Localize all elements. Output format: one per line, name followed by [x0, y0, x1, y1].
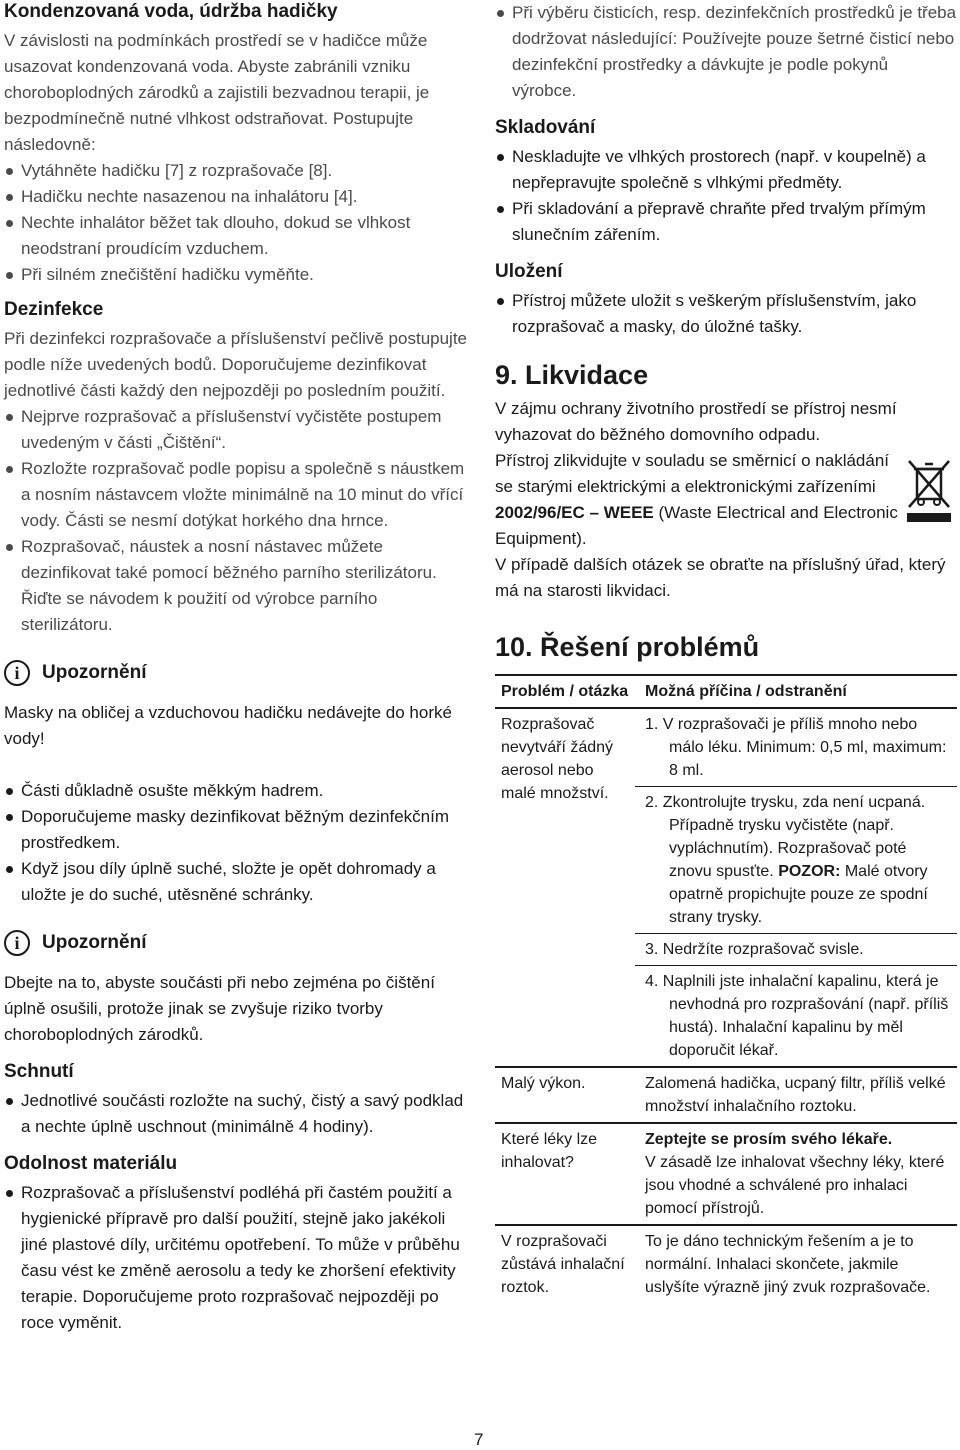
warning-title: Upozornění — [42, 932, 147, 953]
warning-text: Dbejte na to, abyste součásti při nebo zejména po čištění úplně osušili, protože jinak se zvyšuje riziko tvorby choroboplodných zárodků. — [4, 973, 435, 1044]
paragraph-disposal-3: V případě dalších otázek se obraťte na příslušný úřad, který má na starosti likvidaci. — [495, 555, 946, 600]
cause-1: 1. V rozprašovači je příliš mnoho nebo málo léku. Minimum: 0,5 ml, maximum: 8 ml. — [645, 716, 947, 779]
cause-cell — [635, 934, 957, 966]
list-condensate — [4, 158, 468, 288]
list-item: Rozprašovač, náustek a nosní nástavec můžete dezinfikovat také pomocí běžného parního sterilizátoru. Řiďte se návodem k použití od výrobce parního sterilizátoru. — [4, 534, 468, 638]
table-row — [495, 1067, 957, 1123]
warning-text: Masky na obličej a vzduchovou hadičku nedávejte do horké vody! — [4, 703, 452, 748]
paragraph-condensate: V závislosti na podmínkách prostředí se v hadičce může usazovat kondenzovaná voda. Abyste zabránili vzniku choroboplodných zárodků a zajistili bezvadnou terapii, je bezpodmínečně nutné vlhkost odstraňovat. Postupujte následovně: — [4, 31, 430, 154]
list-item: Nechte inhalátor běžet tak dlouho, dokud se vlhkost neodstraní proudícím vzduchem. — [4, 210, 468, 262]
list-cleaning-agents — [495, 0, 957, 104]
table-header-cause: Možná příčina / odstranění — [645, 683, 847, 700]
list-disinfection — [4, 404, 468, 638]
problem-cell: Které léky lze inhalovat? — [501, 1131, 598, 1171]
caution-label: POZOR: — [778, 863, 841, 880]
list-storage — [495, 144, 957, 248]
paragraph-disposal-1: V zájmu ochrany životního prostředí se přístroj nesmí vyhazovat do běžného domovního odpadu. — [495, 399, 897, 444]
heading-disinfection: Dezinfekce — [4, 299, 104, 320]
list-care — [4, 778, 468, 908]
cause-2 — [645, 791, 951, 929]
list-drying — [4, 1088, 468, 1140]
disposal-text-a: Přístroj zlikvidujte v souladu se směrnicí o nakládání se starými elektrickými a elektronickými zařízeními — [495, 451, 890, 496]
table-row — [495, 708, 957, 787]
cause-2-tail: Malé otvory opatrně propichujte pouze ze spodní strany trysky. — [669, 863, 928, 926]
list-item: Vytáhněte hadičku [7] z rozprašovače [8]. — [4, 158, 468, 184]
cause-cell: To je dáno technickým řešením a je to normální. Inhalaci skončete, jakmile uslyšíte výrazně jiný zvuk rozprašovače. — [645, 1233, 931, 1296]
heading-troubleshooting: 10. Řešení problémů — [495, 632, 760, 662]
problem-cell: Rozprašovač nevytváří žádný aerosol nebo malé množství. — [501, 716, 614, 802]
list-item: Když jsou díly úplně suché, složte je opět dohromady a uložte je do suché, utěsněné schránky. — [4, 856, 468, 908]
page-number: 7 — [474, 1430, 484, 1449]
left-column — [4, 0, 468, 1336]
heading-condensate: Kondenzovaná voda, údržba hadičky — [4, 1, 338, 22]
list-item: Při silném znečištění hadičku vyměňte. — [4, 262, 468, 288]
warning-title: Upozornění — [42, 662, 147, 683]
warning-1 — [4, 656, 468, 690]
cause-cell: Zalomená hadička, ucpaný filtr, příliš velké množství inhalačního roztoku. — [645, 1075, 946, 1115]
cause-cell — [635, 966, 957, 1068]
cause-2-text: 2. Zkontrolujte trysku, zda není ucpaná. Případně trysku vyčistěte (např. vypláchnutím). Rozprašovač poté znovu spusťte. — [645, 794, 926, 880]
cause-cell — [635, 1123, 957, 1225]
list-item: Při skladování a přepravě chraňte před trvalým přímým slunečním zářením. — [495, 196, 957, 248]
paragraph-disposal-2 — [495, 448, 900, 552]
cause-bold: Zeptejte se prosím svého lékaře. — [645, 1131, 893, 1148]
problem-cell: Malý výkon. — [501, 1075, 586, 1092]
paragraph-disinfection: Při dezinfekci rozprašovače a příslušenství pečlivě postupujte podle níže uvedených bodů. Doporučujeme dezinfikovat jednotlivé části každý den nejpozději po posledním použití. — [4, 329, 468, 400]
heading-material: Odolnost materiálu — [4, 1153, 178, 1174]
cause-text: V zásadě lze inhalovat všechny léky, které jsou vhodné a schválené pro inhalaci pomocí přístrojů. — [645, 1154, 945, 1217]
weee-directive: 2002/96/EC – WEEE — [495, 503, 654, 522]
info-icon: i — [4, 930, 30, 956]
table-row — [495, 1225, 957, 1303]
heading-placement: Uložení — [495, 261, 563, 282]
list-item: Nejprve rozprašovač a příslušenství vyčistěte postupem uvedeným v části „Čištění“. — [4, 404, 468, 456]
list-item: Části důkladně osušte měkkým hadrem. — [4, 778, 468, 804]
heading-drying: Schnutí — [4, 1061, 74, 1082]
list-placement — [495, 288, 957, 340]
table-row — [495, 1123, 957, 1225]
cause-4: 4. Naplnili jste inhalační kapalinu, která je nevhodná pro rozprašování (např. příliš hustá). Inhalační kapalinu by měl doporučit lékař. — [645, 973, 949, 1059]
info-icon: i — [4, 660, 30, 686]
list-item: Rozprašovač a příslušenství podléhá při častém použití a hygienické přípravě pro další použití, stejně jako jakékoli jiné plastové díly, určitému opotřebení. To může v průběhu času vést ke změně aerosolu a tedy ke zhoršení efektivity terapie. Doporučujeme proto rozprašovač nejpozději po roce vyměnit. — [4, 1180, 468, 1336]
cause-cell — [635, 787, 957, 934]
weee-bin-icon — [903, 455, 955, 525]
cause-3: 3. Nedržíte rozprašovač svisle. — [645, 941, 864, 958]
heading-storage: Skladování — [495, 117, 596, 138]
troubleshooting-table — [495, 674, 957, 1303]
heading-disposal: 9. Likvidace — [495, 360, 649, 390]
warning-2 — [4, 926, 468, 960]
list-item: Při výběru čisticích, resp. dezinfekčních prostředků je třeba dodržovat následující: Používejte pouze šetrné čisticí nebo dezinfekční prostředky a dávkujte je podle pokynů výrobce. — [495, 0, 957, 104]
right-column — [495, 0, 957, 1303]
list-item: Přístroj můžete uložit s veškerým příslušenstvím, jako rozprašovač a masky, do úložné tašky. — [495, 288, 957, 340]
list-item: Hadičku nechte nasazenou na inhalátoru [4]. — [4, 184, 468, 210]
cause-cell — [635, 708, 957, 787]
disposal-text-c: (Waste Electrical and Electronic Equipment). — [495, 503, 898, 548]
list-item: Rozložte rozprašovač podle popisu a společně s náustkem a nosním nástavcem vložte minimálně na 10 minut do vřící vody. Části se nesmí dotýkat horkého dna hrnce. — [4, 456, 468, 534]
list-item: Neskladujte ve vlhkých prostorech (např. v koupelně) a nepřepravujte společně s vlhkými předměty. — [495, 144, 957, 196]
table-header-row — [495, 675, 957, 708]
list-item: Jednotlivé součásti rozložte na suchý, čistý a savý podklad a nechte úplně uschnout (minimálně 4 hodiny). — [4, 1088, 468, 1140]
list-item: Doporučujeme masky dezinfikovat běžným dezinfekčním prostředkem. — [4, 804, 468, 856]
table-header-problem: Problém / otázka — [501, 683, 629, 700]
list-material — [4, 1180, 468, 1336]
problem-cell: V rozprašovači zůstává inhalační roztok. — [501, 1233, 625, 1296]
